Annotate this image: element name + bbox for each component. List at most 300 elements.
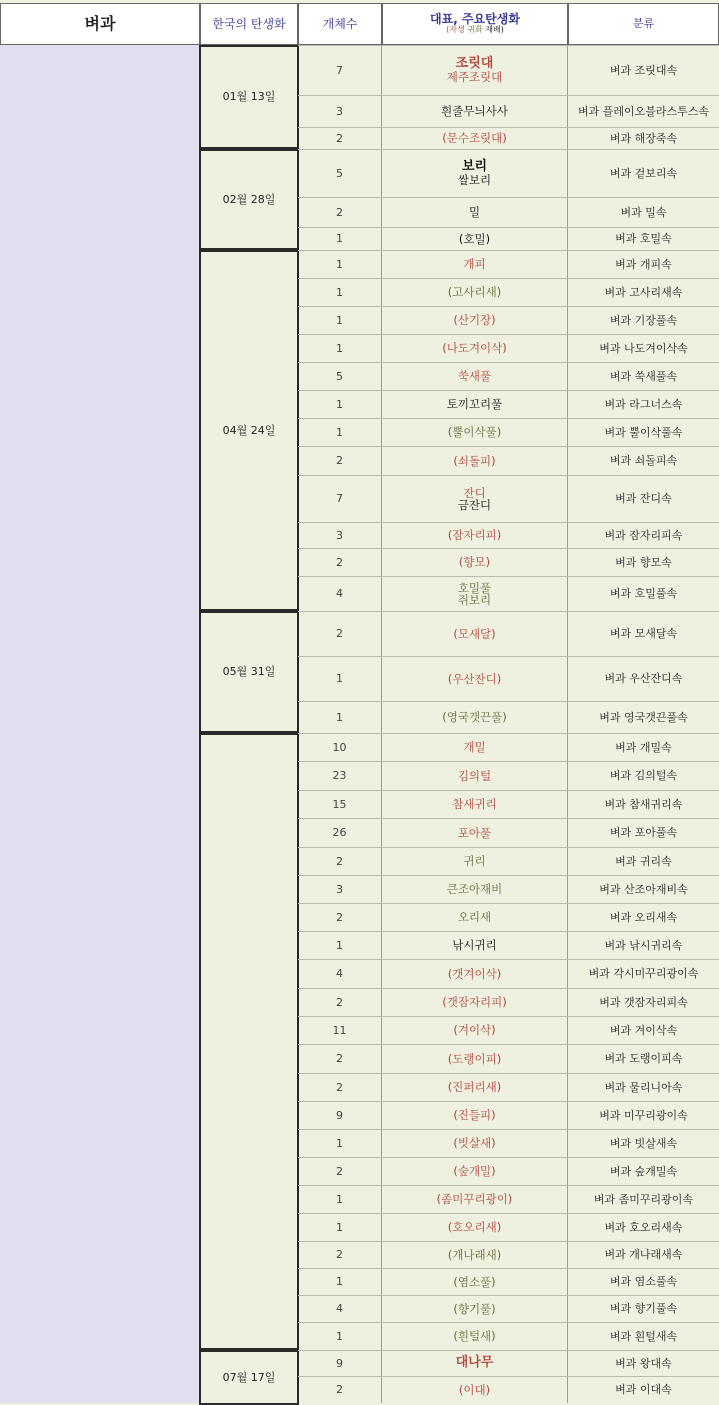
genus-cell[interactable] — [568, 1268, 719, 1295]
species-cell[interactable] — [382, 733, 568, 761]
count-value: 2 — [336, 1052, 343, 1066]
count-value: 2 — [336, 555, 343, 569]
species-cell[interactable] — [382, 1213, 568, 1241]
genus-cell[interactable] — [568, 1241, 719, 1268]
species-cell[interactable] — [382, 931, 568, 959]
count-cell[interactable] — [298, 149, 382, 197]
species-name: (우산잔디) — [447, 671, 502, 686]
species-name: (쇠돌피) — [453, 453, 496, 468]
count-value: 1 — [336, 313, 343, 327]
genus-value: 벼과 개밀속 — [615, 740, 672, 754]
genus-cell[interactable] — [568, 446, 719, 475]
species-cell[interactable] — [382, 446, 568, 475]
legend-wild: (자생 — [446, 25, 465, 35]
species-cell[interactable] — [382, 197, 568, 227]
family-header-label: 벼과 — [84, 14, 116, 34]
species-name: 조릿대 — [455, 56, 494, 72]
representative-header-label: 대표, 주요탄생화 — [430, 12, 520, 27]
count-cell[interactable] — [298, 576, 382, 611]
species-cell[interactable] — [382, 847, 568, 875]
species-cell[interactable] — [382, 334, 568, 362]
genus-value: 벼과 호밀속 — [615, 232, 672, 246]
count-value: 2 — [336, 995, 343, 1009]
species-name: (진들피) — [453, 1108, 496, 1123]
count-header-label: 개체수 — [322, 16, 358, 31]
species-cell[interactable] — [382, 1044, 568, 1073]
count-cell[interactable] — [298, 875, 382, 903]
count-cell[interactable] — [298, 611, 382, 656]
genus-cell[interactable] — [568, 475, 719, 522]
legend-naturalized: 귀화 — [467, 25, 483, 35]
species-cell[interactable] — [382, 1016, 568, 1044]
species-name: 포아풀 — [457, 825, 492, 840]
genus-value: 벼과 도랭이피속 — [604, 1052, 683, 1066]
species-cell[interactable] — [382, 227, 568, 250]
genus-cell[interactable] — [568, 1157, 719, 1185]
species-cell[interactable] — [382, 250, 568, 278]
species-name: 오리새 — [457, 910, 492, 925]
genus-value: 벼과 기장풀속 — [609, 313, 678, 327]
species-cell[interactable] — [382, 1350, 568, 1376]
species-cell[interactable] — [382, 611, 568, 656]
species-cell[interactable] — [382, 278, 568, 306]
species-cell[interactable] — [382, 1268, 568, 1295]
species-cell[interactable] — [382, 95, 568, 127]
species-name: (향모) — [458, 555, 491, 570]
species-name: 금잔디 — [457, 498, 492, 512]
count-value: 7 — [336, 63, 343, 77]
count-cell[interactable] — [298, 1268, 382, 1295]
species-cell[interactable] — [382, 903, 568, 931]
count-cell[interactable] — [298, 1073, 382, 1101]
count-value: 3 — [336, 104, 343, 118]
species-cell[interactable] — [382, 548, 568, 576]
species-name: 잔디 — [463, 485, 486, 500]
count-value: 1 — [336, 257, 343, 271]
genus-cell[interactable] — [568, 818, 719, 847]
count-cell[interactable] — [298, 1376, 382, 1403]
count-cell[interactable] — [298, 1016, 382, 1044]
genus-cell[interactable] — [568, 931, 719, 959]
genus-cell[interactable] — [568, 733, 719, 761]
representative-header-legend — [446, 26, 504, 35]
species-name: 참새귀리 — [452, 797, 497, 812]
count-value: 1 — [336, 1136, 343, 1150]
species-name: (좀미꾸리광이) — [436, 1192, 513, 1207]
genus-value: 벼과 물리니아속 — [604, 1080, 683, 1094]
count-value: 2 — [336, 1164, 343, 1178]
count-cell[interactable] — [298, 847, 382, 875]
species-name: (영국갯끈풀) — [442, 710, 507, 725]
species-name: 밀 — [468, 205, 481, 220]
species-name: 보리 — [461, 159, 488, 175]
genus-cell[interactable] — [568, 1073, 719, 1101]
species-cell[interactable] — [382, 701, 568, 733]
genus-cell[interactable] — [568, 988, 719, 1016]
genus-value: 벼과 나도겨이삭속 — [599, 341, 688, 355]
count-cell[interactable] — [298, 45, 382, 95]
count-value: 4 — [336, 967, 343, 981]
species-name: (이대) — [458, 1382, 491, 1397]
species-name: 쑥새풀 — [457, 369, 492, 384]
species-name: (문수조릿대) — [442, 131, 507, 146]
count-cell[interactable] — [298, 127, 382, 149]
genus-value: 벼과 조릿대속 — [609, 63, 678, 77]
count-cell[interactable] — [298, 761, 382, 790]
genus-value: 벼과 향모속 — [615, 555, 672, 569]
genus-cell[interactable] — [568, 903, 719, 931]
genus-cell[interactable] — [568, 611, 719, 656]
genus-cell[interactable] — [568, 1016, 719, 1044]
genus-cell[interactable] — [568, 1101, 719, 1129]
count-value: 2 — [336, 854, 343, 868]
genus-value: 벼과 호오리새속 — [604, 1220, 683, 1234]
species-cell[interactable] — [382, 790, 568, 818]
genus-cell[interactable] — [568, 127, 719, 149]
count-cell[interactable] — [298, 475, 382, 522]
birthflower-header-label: 한국의 탄생화 — [212, 16, 286, 31]
species-name: (모새달) — [453, 626, 496, 641]
species-cell[interactable] — [382, 522, 568, 548]
count-cell[interactable] — [298, 1044, 382, 1073]
count-value: 2 — [336, 1248, 343, 1262]
count-value: 4 — [336, 587, 343, 601]
species-name: (산기장) — [453, 313, 496, 328]
species-cell[interactable] — [382, 959, 568, 988]
count-value: 9 — [336, 1356, 343, 1370]
genus-value: 벼과 향기풀속 — [609, 1302, 678, 1316]
date-group-5[interactable] — [199, 733, 299, 1350]
genus-value: 벼과 쑥새풀속 — [609, 369, 678, 383]
genus-value: 벼과 포아풀속 — [609, 826, 678, 840]
count-value: 5 — [336, 369, 343, 383]
count-cell[interactable] — [298, 197, 382, 227]
genus-value: 벼과 오리새속 — [609, 910, 678, 924]
species-cell[interactable] — [382, 576, 568, 611]
species-name: 대나무 — [455, 1355, 494, 1371]
species-name: 김의털 — [457, 768, 492, 783]
genus-value: 벼과 개피속 — [615, 257, 672, 271]
genus-cell[interactable] — [568, 522, 719, 548]
count-value: 2 — [336, 131, 343, 145]
species-name: (잠자리피) — [447, 528, 502, 543]
species-cell[interactable] — [382, 1376, 568, 1403]
count-value: 2 — [336, 627, 343, 641]
date-label: 05월 31일 — [222, 665, 276, 679]
count-cell[interactable] — [298, 988, 382, 1016]
date-label: 02월 28일 — [222, 192, 276, 206]
species-name: 쥐보리 — [457, 593, 492, 607]
count-cell[interactable] — [298, 1241, 382, 1268]
genus-cell[interactable] — [568, 334, 719, 362]
count-cell[interactable] — [298, 959, 382, 988]
count-cell[interactable] — [298, 903, 382, 931]
count-cell[interactable] — [298, 548, 382, 576]
species-cell[interactable] — [382, 127, 568, 149]
genus-cell[interactable] — [568, 959, 719, 988]
count-cell[interactable] — [298, 733, 382, 761]
count-value: 10 — [332, 740, 347, 754]
genus-cell[interactable] — [568, 576, 719, 611]
count-cell[interactable] — [298, 1185, 382, 1213]
genus-value: 벼과 각시미꾸리광이속 — [588, 967, 699, 981]
count-value: 1 — [336, 232, 343, 246]
genus-cell[interactable] — [568, 1185, 719, 1213]
count-value: 23 — [332, 769, 347, 783]
species-name: (염소풀) — [453, 1274, 496, 1289]
genus-header-label: 분류 — [632, 17, 655, 31]
count-value: 4 — [336, 1302, 343, 1316]
count-value: 9 — [336, 1108, 343, 1122]
count-cell[interactable] — [298, 390, 382, 418]
genus-cell[interactable] — [568, 1295, 719, 1322]
count-value: 26 — [332, 826, 347, 840]
count-value: 1 — [336, 1220, 343, 1234]
count-value: 15 — [332, 797, 347, 811]
species-cell[interactable] — [382, 1241, 568, 1268]
genus-value: 벼과 참새귀리속 — [604, 797, 683, 811]
species-name: (호밀) — [458, 231, 491, 246]
genus-value: 벼과 쇠돌피속 — [609, 454, 678, 468]
genus-cell[interactable] — [568, 278, 719, 306]
count-value: 2 — [336, 910, 343, 924]
count-cell[interactable] — [298, 306, 382, 334]
species-name: 귀리 — [463, 854, 486, 869]
species-name: (고사리새) — [447, 285, 502, 300]
count-value: 2 — [336, 1080, 343, 1094]
count-cell[interactable] — [298, 446, 382, 475]
species-cell[interactable] — [382, 306, 568, 334]
count-value: 1 — [336, 341, 343, 355]
count-cell[interactable] — [298, 95, 382, 127]
date-group-2[interactable] — [199, 149, 299, 250]
species-cell[interactable] — [382, 761, 568, 790]
count-cell[interactable] — [298, 250, 382, 278]
species-cell[interactable] — [382, 418, 568, 446]
species-name: (빗살새) — [453, 1136, 496, 1151]
genus-cell[interactable] — [568, 847, 719, 875]
count-cell[interactable] — [298, 334, 382, 362]
genus-cell[interactable] — [568, 1322, 719, 1350]
genus-value: 벼과 라그너스속 — [604, 397, 683, 411]
count-cell[interactable] — [298, 1157, 382, 1185]
legend-cultivated: 재배) — [485, 25, 504, 35]
genus-cell[interactable] — [568, 1044, 719, 1073]
count-value: 5 — [336, 166, 343, 180]
species-name: (겨이삭) — [453, 1023, 496, 1038]
count-value: 1 — [336, 425, 343, 439]
genus-value: 벼과 갯잠자리피속 — [599, 995, 688, 1009]
genus-cell[interactable] — [568, 390, 719, 418]
header-representative[interactable] — [382, 3, 568, 45]
genus-cell[interactable] — [568, 362, 719, 390]
date-group-3[interactable] — [199, 250, 299, 611]
species-name: 큰조아재비 — [446, 882, 503, 897]
genus-cell[interactable] — [568, 656, 719, 701]
genus-value: 벼과 호밀풀속 — [609, 587, 678, 601]
genus-cell[interactable] — [568, 1213, 719, 1241]
genus-cell[interactable] — [568, 701, 719, 733]
genus-value: 벼과 좀미꾸리광이속 — [593, 1192, 694, 1206]
date-group-6[interactable] — [199, 1350, 299, 1405]
species-cell[interactable] — [382, 818, 568, 847]
genus-value: 벼과 밀속 — [620, 205, 667, 219]
genus-value: 벼과 겨이삭속 — [609, 1023, 678, 1037]
count-cell[interactable] — [298, 818, 382, 847]
date-group-1[interactable] — [199, 45, 299, 149]
count-cell[interactable] — [298, 522, 382, 548]
count-cell[interactable] — [298, 1129, 382, 1157]
genus-value: 벼과 귀리속 — [615, 854, 672, 868]
genus-cell[interactable] — [568, 197, 719, 227]
count-cell[interactable] — [298, 790, 382, 818]
genus-value: 벼과 우산잔디속 — [604, 672, 683, 686]
genus-value: 벼과 흰털새속 — [609, 1329, 678, 1343]
count-value: 2 — [336, 1383, 343, 1397]
genus-cell[interactable] — [568, 875, 719, 903]
species-name: 개피 — [463, 257, 486, 272]
header-genus[interactable] — [568, 3, 719, 45]
species-cell[interactable] — [382, 1073, 568, 1101]
genus-cell[interactable] — [568, 761, 719, 790]
genus-cell[interactable] — [568, 1129, 719, 1157]
genus-value: 벼과 미꾸리광이속 — [599, 1108, 688, 1122]
count-value: 2 — [336, 454, 343, 468]
date-label: 01월 13일 — [222, 90, 276, 104]
species-name: (갯겨이삭) — [447, 966, 502, 981]
species-cell[interactable] — [382, 1157, 568, 1185]
genus-cell[interactable] — [568, 227, 719, 250]
species-cell[interactable] — [382, 45, 568, 95]
header-count[interactable] — [298, 3, 382, 45]
family-cell[interactable] — [0, 45, 200, 1403]
date-group-4[interactable] — [199, 611, 299, 733]
species-name: (흰털새) — [453, 1329, 496, 1344]
genus-value: 벼과 숲개밀속 — [609, 1164, 678, 1178]
species-name: 쌀보리 — [457, 173, 492, 188]
header-family[interactable] — [0, 3, 200, 45]
genus-value: 벼과 낚시귀리속 — [604, 938, 683, 952]
species-cell[interactable] — [382, 1185, 568, 1213]
count-value: 11 — [332, 1023, 347, 1037]
species-cell[interactable] — [382, 475, 568, 522]
genus-value: 벼과 산조아재비속 — [599, 882, 688, 896]
date-label: 04월 24일 — [222, 423, 276, 437]
genus-cell[interactable] — [568, 1376, 719, 1403]
species-name: (갯잠자리피) — [442, 995, 507, 1010]
species-cell[interactable] — [382, 362, 568, 390]
species-name: (호오리새) — [447, 1220, 502, 1235]
genus-value: 벼과 빗살새속 — [609, 1136, 678, 1150]
genus-cell[interactable] — [568, 790, 719, 818]
count-cell[interactable] — [298, 227, 382, 250]
species-name: (진퍼리새) — [447, 1080, 502, 1095]
count-cell[interactable] — [298, 931, 382, 959]
species-name: 낚시귀리 — [452, 938, 497, 953]
genus-value: 벼과 모새달속 — [609, 627, 678, 641]
species-cell[interactable] — [382, 656, 568, 701]
species-name: (숲개밀) — [453, 1164, 496, 1179]
count-value: 1 — [336, 1329, 343, 1343]
count-value: 1 — [336, 397, 343, 411]
count-value: 1 — [336, 672, 343, 686]
count-value: 2 — [336, 205, 343, 219]
count-value: 1 — [336, 1275, 343, 1289]
species-name: (나도겨이삭) — [442, 341, 507, 356]
genus-value: 벼과 해장죽속 — [609, 131, 678, 145]
count-cell[interactable] — [298, 362, 382, 390]
species-name: (향기풀) — [453, 1301, 496, 1316]
header-birthflower[interactable] — [200, 3, 298, 45]
species-cell[interactable] — [382, 390, 568, 418]
genus-value: 벼과 왕대속 — [615, 1356, 672, 1370]
count-value: 3 — [336, 528, 343, 542]
species-name: 제주조릿대 — [446, 70, 503, 85]
genus-value: 벼과 잠자리피속 — [604, 528, 683, 542]
count-cell[interactable] — [298, 1213, 382, 1241]
count-cell[interactable] — [298, 656, 382, 701]
count-cell[interactable] — [298, 278, 382, 306]
count-value: 1 — [336, 1192, 343, 1206]
genus-value: 벼과 영국갯끈풀속 — [599, 710, 688, 724]
genus-value: 벼과 고사리새속 — [604, 285, 683, 299]
count-cell[interactable] — [298, 1322, 382, 1350]
genus-value: 벼과 겉보리속 — [609, 166, 678, 180]
genus-cell[interactable] — [568, 250, 719, 278]
count-value: 3 — [336, 882, 343, 896]
species-cell[interactable] — [382, 149, 568, 197]
genus-value: 벼과 이대속 — [615, 1383, 672, 1397]
species-name: (뿔이삭풀) — [447, 425, 502, 440]
genus-value: 벼과 플레이오블라스투스속 — [577, 104, 709, 118]
date-label: 07월 17일 — [222, 1370, 276, 1384]
species-name: 개밀 — [463, 740, 486, 755]
genus-cell[interactable] — [568, 95, 719, 127]
count-cell[interactable] — [298, 1101, 382, 1129]
count-value: 1 — [336, 938, 343, 952]
species-cell[interactable] — [382, 988, 568, 1016]
count-value: 1 — [336, 710, 343, 724]
genus-value: 벼과 염소풀속 — [609, 1275, 678, 1289]
species-cell[interactable] — [382, 1101, 568, 1129]
species-name: 호밀풀 — [457, 580, 492, 595]
count-cell[interactable] — [298, 701, 382, 733]
count-value: 7 — [336, 492, 343, 506]
genus-value: 벼과 뿔이삭풀속 — [604, 425, 683, 439]
genus-cell[interactable] — [568, 149, 719, 197]
genus-cell[interactable] — [568, 548, 719, 576]
genus-cell[interactable] — [568, 418, 719, 446]
count-cell[interactable] — [298, 418, 382, 446]
count-value: 1 — [336, 285, 343, 299]
species-name: 토끼꼬리풀 — [446, 397, 503, 412]
species-cell[interactable] — [382, 1322, 568, 1350]
species-cell[interactable] — [382, 875, 568, 903]
genus-value: 벼과 개나래새속 — [604, 1248, 683, 1262]
species-cell[interactable] — [382, 1129, 568, 1157]
species-name: (개나래새) — [447, 1247, 502, 1262]
genus-value: 벼과 김의털속 — [609, 769, 678, 783]
count-cell[interactable] — [298, 1350, 382, 1376]
count-cell[interactable] — [298, 1295, 382, 1322]
species-name: (도랭이피) — [447, 1051, 502, 1066]
genus-cell[interactable] — [568, 1350, 719, 1376]
genus-value: 벼과 잔디속 — [615, 492, 672, 506]
genus-cell[interactable] — [568, 45, 719, 95]
genus-cell[interactable] — [568, 306, 719, 334]
species-name: 흰줄무늬사사 — [441, 104, 508, 119]
species-cell[interactable] — [382, 1295, 568, 1322]
